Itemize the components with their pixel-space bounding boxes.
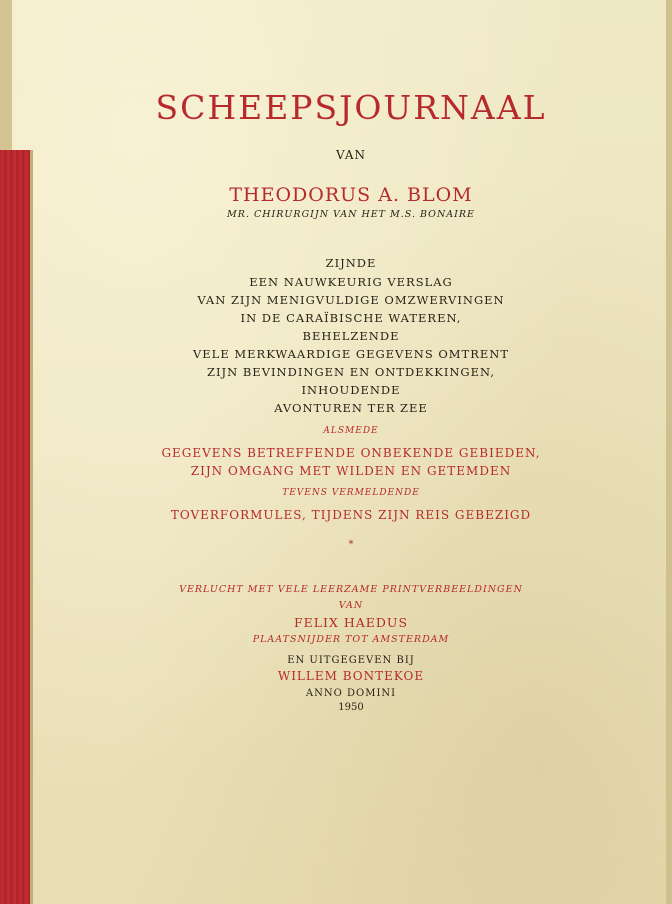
spine-cloth-worn bbox=[0, 0, 12, 150]
publication-year: 1950 bbox=[338, 702, 364, 713]
anno-domini: ANNO DOMINI bbox=[305, 688, 397, 699]
red-cloth-spine bbox=[0, 150, 30, 904]
description-line: INHOUDENDE bbox=[301, 383, 401, 397]
description-line: VAN ZIJN MENIGVULDIGE OMZWERVINGEN bbox=[197, 293, 505, 307]
star-ornament-icon: * bbox=[348, 539, 354, 550]
description-line: AVONTUREN TER ZEE bbox=[274, 401, 428, 415]
illustrator-name: FELIX HAEDUS bbox=[293, 615, 409, 630]
illustrator-role: PLAATSNIJDER TOT AMSTERDAM bbox=[252, 634, 450, 645]
van-label-2: VAN bbox=[338, 600, 364, 611]
description-line: BEHELZENDE bbox=[302, 329, 400, 343]
gegevens-line: GEGEVENS BETREFFENDE ONBEKENDE GEBIEDEN, bbox=[161, 446, 541, 460]
gegevens-line: ZIJN OMGANG MET WILDEN EN GETEMDEN bbox=[190, 464, 512, 478]
description-line: IN DE CARAÏBISCHE WATEREN, bbox=[240, 311, 462, 325]
description-line: VELE MERKWAARDIGE GEGEVENS OMTRENT bbox=[192, 347, 510, 361]
author-role: MR. CHIRURGIJN VAN HET M.S. BONAIRE bbox=[227, 209, 475, 220]
description-line: EEN NAUWKEURIG VERSLAG bbox=[249, 275, 453, 289]
book-title: SCHEEPSJOURNAAL bbox=[155, 88, 547, 127]
verlucht-line: VERLUCHT MET VELE LEERZAME PRINTVERBEELDINGEN bbox=[179, 584, 523, 595]
publisher-intro: EN UITGEGEVEN BIJ bbox=[287, 655, 415, 666]
author-name: THEODORUS A. BLOM bbox=[229, 184, 473, 206]
description-line: ZIJNDE bbox=[325, 256, 377, 270]
alsmede-label: ALSMEDE bbox=[323, 426, 379, 436]
publisher-name: WILLEM BONTEKOE bbox=[277, 669, 425, 683]
description-line: ZIJN BEVINDINGEN EN ONTDEKKINGEN, bbox=[207, 365, 495, 379]
tevens-label: TEVENS VERMELDENDE bbox=[282, 488, 420, 498]
van-label: VAN bbox=[335, 148, 367, 162]
toverformules-line: TOVERFORMULES, TIJDENS ZIJN REIS GEBEZIGD bbox=[170, 508, 532, 522]
